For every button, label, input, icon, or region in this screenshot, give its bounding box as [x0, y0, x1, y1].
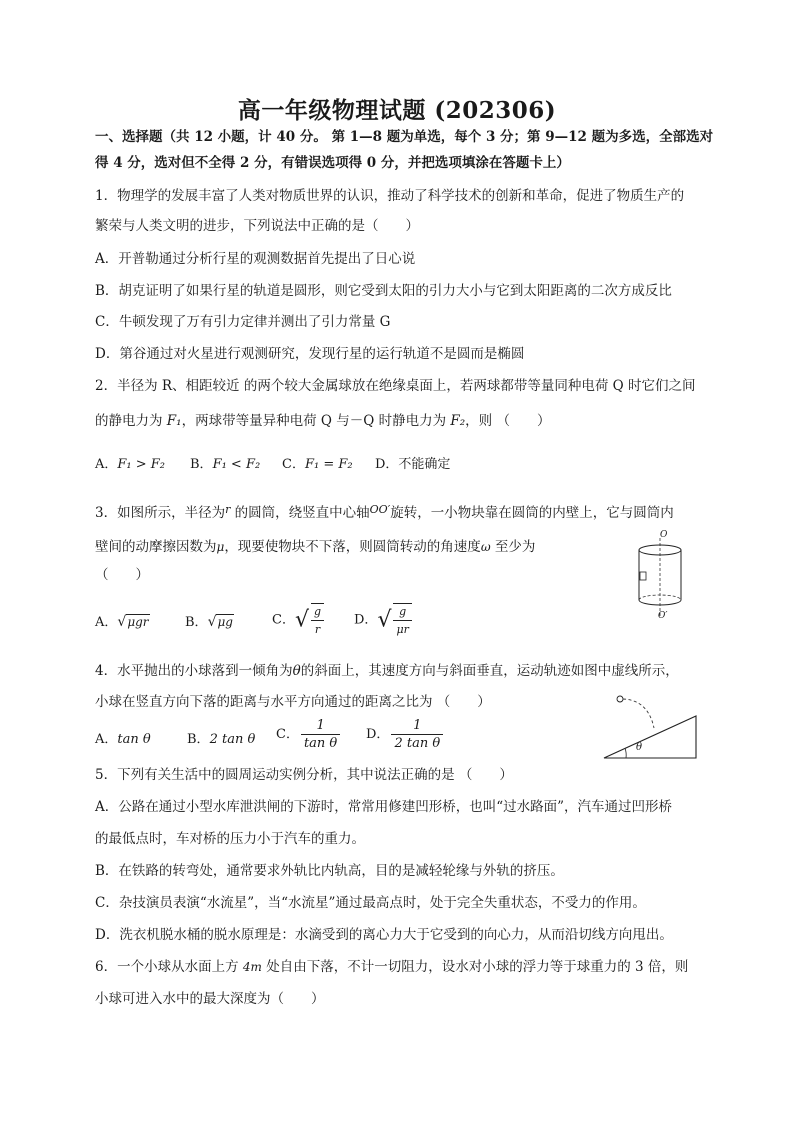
q3-option-c: C．√ $\frac{g}{r}$: [272, 603, 326, 638]
q4-option-a: [95, 730, 151, 750]
q2-stem-line1: 2．半径为 R、相距较近 的两个较大金属球放在绝缘桌面上，若两球都带等量同种电荷 Q 时它们之间: [95, 378, 696, 394]
q3-option-a-label: A．: [95, 615, 118, 630]
incline-theta-label: θ: [636, 742, 643, 753]
q2-stem-part-b: ，两球带等量异种电荷 Q 与－Q 时静电力为: [181, 413, 451, 429]
q4-stem-part-b: 的斜面上，其速度方向与斜面垂直，运动轨迹如图中虚线所示，: [300, 663, 679, 679]
q4-option-c-label: C．: [276, 727, 299, 742]
q4-option-a-label: A．: [95, 732, 118, 747]
q3-option-c-numerator: g: [311, 604, 324, 621]
q4-option-b-expr: 2 tan θ: [209, 732, 256, 747]
cylinder-label-o-prime: O′: [658, 611, 668, 621]
q5-option-d: D．洗衣机脱水桶的脱水原理是：水滴受到的离心力大于它受到的向心力，从而沿切线方向甩出。: [95, 927, 673, 943]
q4-option-d-numerator: 1: [391, 718, 443, 735]
q4-option-c-denominator: tan θ: [303, 736, 338, 751]
q3-option-b-label: B．: [185, 615, 208, 630]
q4-theta-symbol: θ: [292, 663, 301, 679]
q6-stem-line2: 小球可进入水中的最大深度为（ ）: [95, 991, 325, 1007]
q4-option-b-label: B．: [187, 732, 210, 747]
q2-f2-symbol: F₂: [450, 413, 466, 429]
q1-option-b: B．胡克证明了如果行星的轨道是圆形，则它受到太阳的引力大小与它到太阳距离的二次方成反比: [95, 283, 672, 299]
q4-stem-part-a: 4．水平抛出的小球落到一倾角为: [95, 663, 293, 679]
q5-stem: 5．下列有关生活中的圆周运动实例分析，其中说法正确的是 （ ）: [95, 767, 513, 783]
q3-option-c-fraction: [311, 603, 324, 638]
section-header-line2: 得 4 分，选对但不全得 2 分，有错误选项得 0 分，并把选项填涂在答题卡上）: [95, 155, 570, 171]
q2-option-c-expr: F₁ = F₂: [304, 457, 353, 472]
q4-option-c-numerator: 1: [301, 718, 340, 735]
q5-option-a-line1: A．公路在通过小型水库泄洪闸的下游时，常常用修建凹形桥，也叫“过水路面”，汽车通过凹形桥: [95, 799, 673, 815]
cylinder-label-o: O: [660, 530, 668, 540]
ball-shape: [617, 696, 623, 702]
q3-answer-paren: （ ）: [95, 567, 149, 583]
q2-option-c: [282, 455, 353, 475]
q3-stem2-part-c: 至少为: [490, 539, 536, 555]
q3-stem-line2: [95, 537, 535, 557]
q2-stem-line2: [95, 411, 550, 431]
q3-option-b-radicand: μg: [217, 615, 233, 629]
q1-option-c: C．牛顿发现了万有引力定律并测出了引力常量 G: [95, 314, 391, 330]
q2-option-a-expr: F₁ > F₂: [117, 457, 166, 472]
q1-stem-line2: 繁荣与人类文明的进步，下列说法中正确的是（ ）: [95, 218, 419, 234]
q2-option-a-label: A．: [95, 457, 118, 472]
q4-stem-line1: [95, 661, 679, 681]
q3-stem-line1: [95, 500, 674, 523]
page-title: 高一年级物理试题 (202306): [237, 97, 557, 124]
section-header-line1: 一、选择题（共 12 小题，计 40 分。 第 1—8 题为单选，每个 3 分；第 9—12 题为多选，全部选对: [95, 129, 714, 145]
q6-stem-part-a: 6．一个小球从水面上方: [95, 959, 243, 975]
q3-stem-part-a: 3．如图所示，半径为: [95, 505, 226, 521]
q3-stem2-part-b: ，现要使物块不下落，则圆筒转动的角速度: [224, 539, 481, 555]
q3-omega-symbol: ω: [480, 540, 491, 554]
q4-option-b: [187, 730, 255, 750]
q4-stem-line2: 小球在竖直方向下落的距离与水平方向通过的距离之比为 （ ）: [95, 694, 491, 710]
q2-option-c-label: C．: [282, 457, 305, 472]
q3-option-d-denominator: μr: [396, 623, 409, 636]
q4-option-c-fraction: [301, 718, 340, 752]
q3-stem2-part-a: 壁间的动摩擦因数为: [95, 539, 217, 555]
q3-option-b: B．√μg: [185, 614, 233, 630]
q2-option-b: [190, 455, 260, 475]
q1-option-d: D．第谷通过对火星进行观测研究，发现行星的运行轨道不是圆而是椭圆: [95, 346, 525, 362]
q3-option-c-denominator: r: [314, 623, 321, 636]
q3-stem-part-c: 旋转，一小物块靠在圆筒的内壁上，它与圆筒内: [390, 505, 674, 521]
q5-option-c: C．杂技演员表演“水流星”，当“水流星”通过最高点时，处于完全失重状态，不受力的作用。: [95, 895, 646, 911]
q2-f1-symbol: F₁: [166, 413, 182, 429]
q4-option-d-denominator: 2 tan θ: [394, 736, 441, 751]
q3-option-c-label: C．: [272, 612, 295, 628]
q5-option-b: B．在铁路的转弯处，通常要求外轨比内轨高，目的是减轻轮缘与外轨的挤压。: [95, 863, 564, 879]
q1-stem-line1: 1．物理学的发展丰富了人类对物质世界的认识，推动了科学技术的创新和革命，促进了物质生产的: [95, 188, 685, 204]
q3-option-d-label: D．: [354, 612, 378, 628]
q2-stem-part-c: ，则 （ ）: [465, 413, 551, 429]
q6-height-value: 4m: [242, 960, 262, 974]
q3-option-d-fraction: [393, 603, 411, 638]
q3-option-d-numerator: g: [393, 604, 411, 621]
q4-option-d-label: D．: [366, 727, 390, 742]
q4-option-d-fraction: [391, 718, 443, 752]
q3-option-d: D．√ $\frac{g}{\mu r}$: [354, 603, 414, 638]
q4-option-c: [276, 718, 342, 752]
q6-stem-part-b: 处自由下落，不计一切阻力，设水对小球的浮力等于球重力的 3 倍，则: [261, 959, 689, 975]
q2-option-a: [95, 455, 165, 475]
block-shape: [640, 572, 646, 580]
q3-r-symbol: r: [225, 503, 231, 516]
q3-stem-part-b: 的圆筒，绕竖直中心轴: [230, 505, 370, 521]
q3-option-a: A．√μgr: [95, 614, 149, 630]
q5-option-a-line2: 的最低点时，车对桥的压力小于汽车的重力。: [95, 831, 365, 847]
incline-figure: [600, 690, 700, 762]
q1-option-a: A．开普勒通过分析行星的观测数据首先提出了日心说: [95, 251, 416, 267]
q2-option-b-expr: F₁ < F₂: [212, 457, 261, 472]
q2-option-b-label: B．: [190, 457, 213, 472]
q2-option-d: D．不能确定: [375, 457, 451, 472]
q3-option-a-radicand: μgr: [127, 615, 149, 629]
trajectory-path: [623, 699, 654, 728]
q2-stem-part-a: 的静电力为: [95, 413, 167, 429]
q3-axis-symbol: OO′: [369, 503, 391, 516]
incline-triangle: [604, 716, 696, 758]
q6-stem-line1: [95, 957, 688, 977]
q4-option-d: [366, 718, 445, 752]
q4-option-a-expr: tan θ: [117, 732, 151, 747]
q3-mu-symbol: μ: [216, 540, 225, 554]
